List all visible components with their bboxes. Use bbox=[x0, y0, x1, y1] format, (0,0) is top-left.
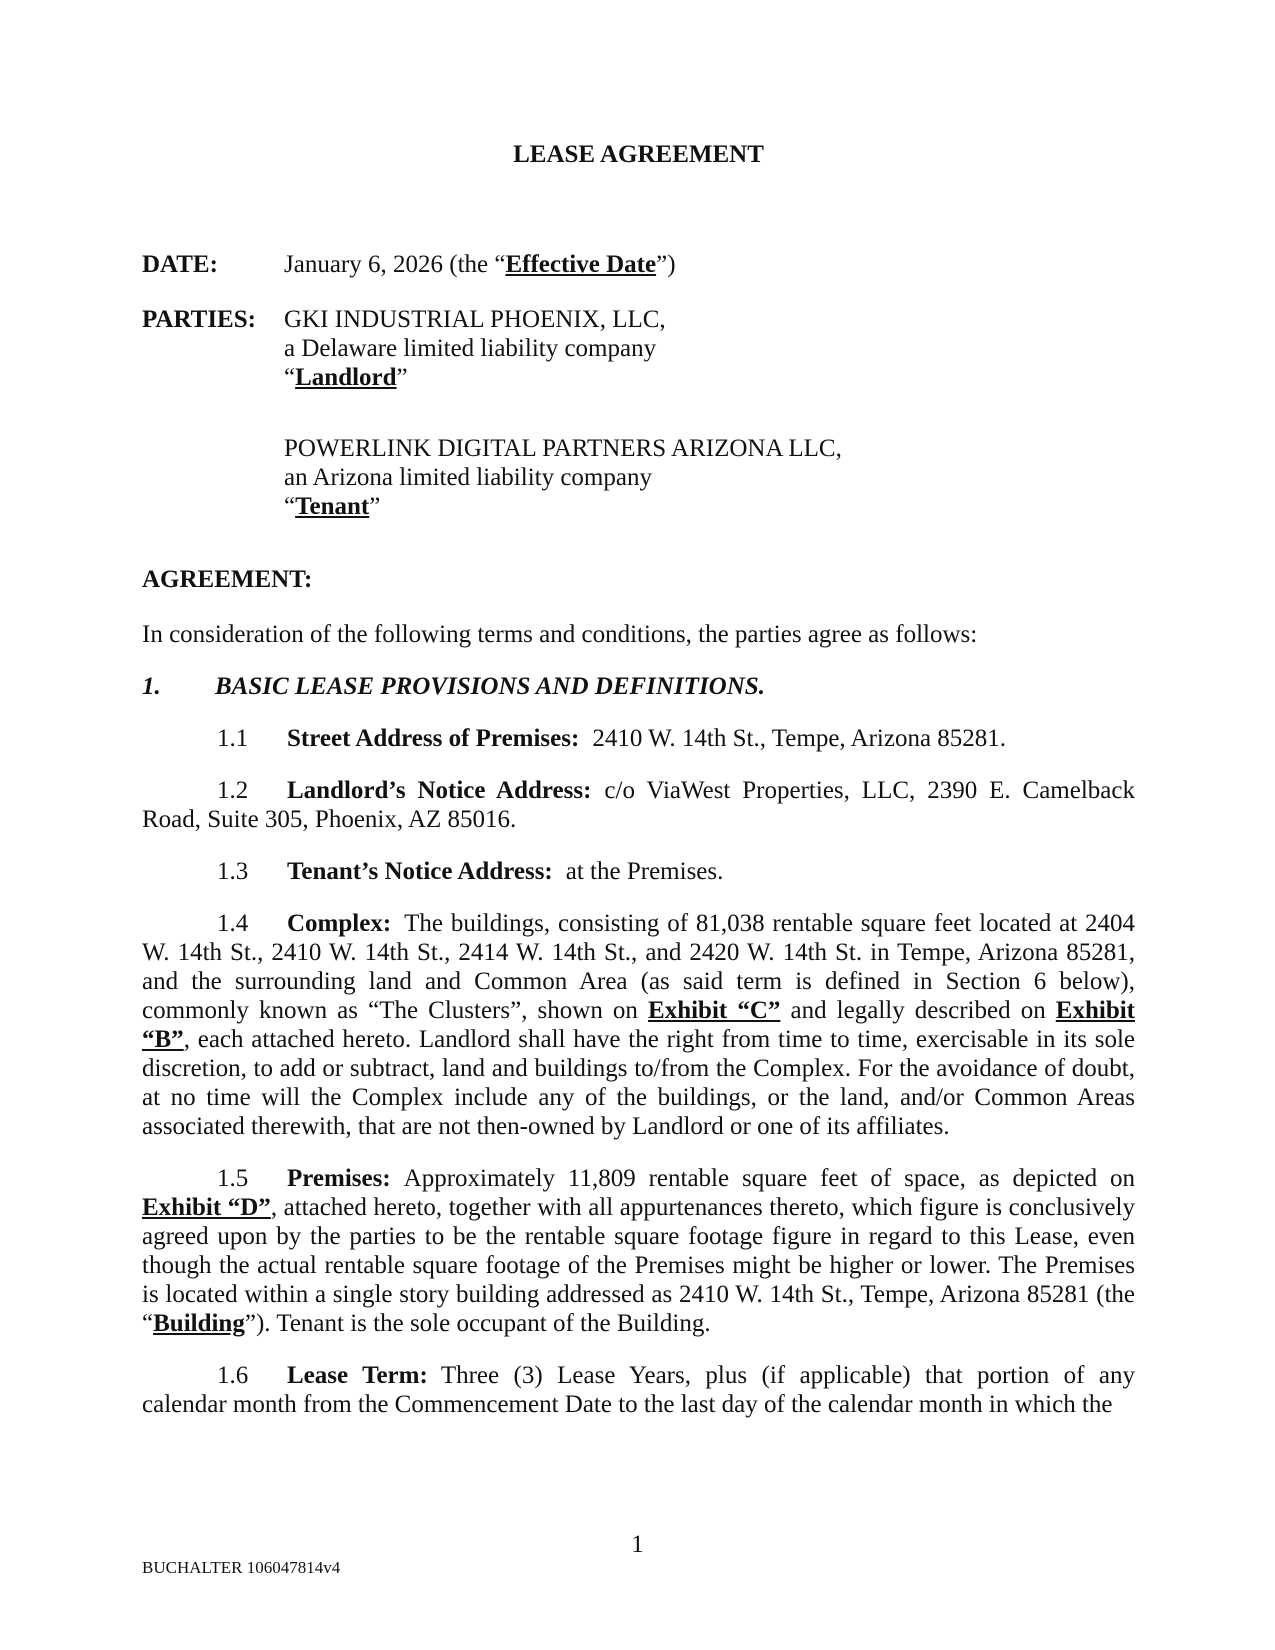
section-1-3-number: 1.3 bbox=[217, 858, 249, 885]
section-1-6-text: Three (3) Lease Years, plus (if applicable) that portion of any calendar month from the Commencement Date to the last day of the calendar month in which the bbox=[142, 1362, 1135, 1418]
section-1-6 bbox=[142, 1361, 1135, 1419]
section-1-5-label: Premises: bbox=[287, 1165, 391, 1192]
section-1-6-number: 1.6 bbox=[217, 1362, 249, 1389]
section-1-1-number: 1.1 bbox=[217, 725, 249, 752]
section-1-3-text: at the Premises. bbox=[565, 858, 724, 885]
effective-date-term: Effective Date bbox=[505, 251, 657, 278]
building-term: Building bbox=[153, 1310, 245, 1337]
section-1-2-label: Landlord’s Notice Address: bbox=[287, 777, 592, 804]
date-row bbox=[142, 250, 1135, 279]
doc-reference: BUCHALTER 106047814v4 bbox=[142, 1558, 341, 1577]
section-1-6-label: Lease Term: bbox=[287, 1362, 428, 1389]
parties-label: PARTIES: bbox=[142, 306, 256, 333]
landlord-close-quote: ” bbox=[396, 364, 408, 391]
agreement-heading: AGREEMENT: bbox=[142, 566, 313, 593]
section-1-2-text: c/o ViaWest Properties, LLC, 2390 E. Camelback Road, Suite 305, Phoenix, AZ 85016. bbox=[142, 777, 1135, 833]
exhibit-b-ref: Exhibit “B” bbox=[142, 997, 1135, 1053]
section-1-5-text-1: Approximately 11,809 rentable square feet of space, as depicted on bbox=[403, 1165, 1135, 1192]
section-1-4-text-3: , each attached hereto. Landlord shall have the right from time to time, exercisable in its sole discretion, to add or subtract, land and buildings to/from the Complex. For the avoidance of doubt, at no time will the Complex include any of the buildings, or the land, and/or Common Areas associated therewith, that are not then-owned by Landlord or one of its affiliates. bbox=[142, 1026, 1135, 1140]
section-1-5-number: 1.5 bbox=[217, 1165, 249, 1192]
section-1-1-text: 2410 W. 14th St., Tempe, Arizona 85281. bbox=[592, 725, 1007, 752]
document-title: LEASE AGREEMENT bbox=[513, 141, 764, 168]
exhibit-d-ref: Exhibit “D” bbox=[142, 1194, 271, 1221]
landlord-block bbox=[284, 305, 1135, 392]
article-1-heading: BASIC LEASE PROVISIONS AND DEFINITIONS. bbox=[215, 673, 765, 700]
intro-paragraph: In consideration of the following terms and conditions, the parties agree as follows: bbox=[142, 621, 978, 648]
landlord-open-quote: “ bbox=[284, 364, 296, 391]
landlord-name: GKI INDUSTRIAL PHOENIX, LLC, bbox=[284, 306, 666, 333]
section-1-5-text-3: ”). Tenant is the sole occupant of the Building. bbox=[244, 1310, 711, 1337]
tenant-open-quote: “ bbox=[284, 493, 296, 520]
section-1-4-label: Complex: bbox=[287, 910, 392, 937]
page-number: 1 bbox=[631, 1531, 644, 1558]
section-1-5 bbox=[142, 1164, 1135, 1338]
parties-row bbox=[142, 305, 1135, 392]
section-1-4-number: 1.4 bbox=[217, 910, 249, 937]
tenant-close-quote: ” bbox=[369, 493, 381, 520]
tenant-term-line bbox=[284, 492, 1135, 521]
section-1-1-label: Street Address of Premises: bbox=[287, 725, 580, 752]
article-1-number: 1. bbox=[142, 673, 161, 700]
tenant-block bbox=[284, 434, 1135, 521]
landlord-term: Landlord bbox=[295, 364, 397, 391]
section-1-4 bbox=[142, 909, 1135, 1141]
date-text-post: ”) bbox=[656, 251, 676, 278]
date-value bbox=[284, 250, 1135, 279]
tenant-entity: an Arizona limited liability company bbox=[284, 464, 652, 491]
section-1-4-text-1: The buildings, consisting of 81,038 rentable square feet located at 2404 W. 14th St., 2410 W. 14th St., 2414 W. 14th St., and 2420 W. 14th St. in Tempe, Arizona 85281, and the surrounding land and Common Area (as said term is defined in Section 6 below), commonly known as “The Clusters”, shown on bbox=[142, 910, 1135, 1024]
section-1-3-label: Tenant’s Notice Address: bbox=[287, 858, 553, 885]
section-1-2 bbox=[142, 776, 1135, 834]
tenant-term: Tenant bbox=[295, 493, 370, 520]
landlord-term-line bbox=[284, 363, 1135, 392]
section-1-1 bbox=[142, 724, 1135, 753]
landlord-entity: a Delaware limited liability company bbox=[284, 335, 657, 362]
article-1-heading-row bbox=[142, 672, 1135, 701]
date-text-pre: January 6, 2026 (the “ bbox=[284, 251, 506, 278]
tenant-name: POWERLINK DIGITAL PARTNERS ARIZONA LLC, bbox=[284, 435, 842, 462]
section-1-2-number: 1.2 bbox=[217, 777, 249, 804]
date-label: DATE: bbox=[142, 251, 218, 278]
exhibit-c-ref: Exhibit “C” bbox=[648, 997, 781, 1024]
section-1-4-text-2: and legally described on bbox=[780, 997, 1056, 1024]
section-1-5-text-2: , attached hereto, together with all appurtenances thereto, which figure is conclusively agreed upon by the parties to be the rentable square footage figure in regard to this Lease, even though the actual rentable square footage of the Premises might be higher or lower. The Premises is located within a single story building addressed as 2410 W. 14th St., Tempe, Arizona 85281 (the “ bbox=[142, 1194, 1135, 1337]
section-1-3 bbox=[142, 857, 1135, 886]
